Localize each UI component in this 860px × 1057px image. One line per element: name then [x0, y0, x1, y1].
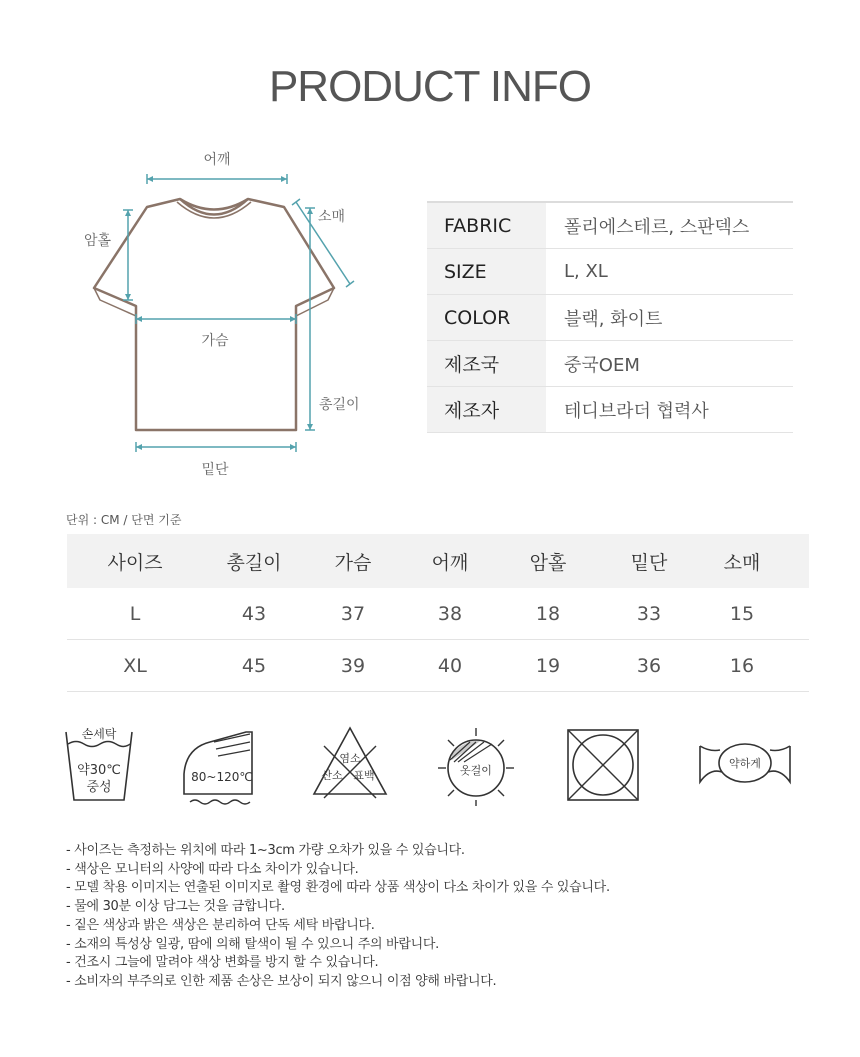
chest-label: 가슴 [201, 333, 229, 349]
gentle-cycle-icon [696, 722, 794, 806]
info-row-origin [427, 341, 793, 387]
row-spacer [783, 588, 809, 640]
sleeve-label: 소매 [318, 209, 346, 225]
info-key: SIZE [427, 249, 546, 295]
total-length-label: 총길이 [319, 397, 360, 413]
header-cell: 암홀 [499, 534, 597, 588]
bleach-chlorine-label: 염소 [339, 752, 361, 765]
info-key: 제조국 [427, 341, 546, 387]
size-cell: 15 [701, 588, 783, 640]
info-value: 테디브라더 협력사 [546, 387, 793, 433]
list-item: - 건조시 그늘에 말려야 색상 변화를 방지 할 수 있습니다. [66, 955, 379, 971]
page-title: PRODUCT INFO [268, 62, 592, 111]
armhole-label: 암홀 [84, 233, 112, 249]
size-cell: 37 [305, 588, 401, 640]
bleach-label: 표백 [353, 769, 375, 782]
size-cell: 36 [597, 640, 701, 692]
bleach-oxygen-label: 산소 [321, 769, 343, 782]
line-dry-icon [436, 722, 516, 806]
header-cell: 어깨 [401, 534, 499, 588]
header-cell: 밑단 [597, 534, 701, 588]
list-item: - 모델 착용 이미지는 연출된 이미지로 촬영 환경에 따라 상품 색상이 다소 차이가 있을 수 있습니다. [66, 880, 610, 896]
hand-wash-temp-label: 약30℃ [77, 763, 121, 778]
size-cell: 39 [305, 640, 401, 692]
size-table [67, 534, 809, 692]
info-row-fabric [427, 202, 793, 249]
hand-wash-neutral-label: 중성 [86, 780, 112, 795]
size-cell: 16 [701, 640, 783, 692]
info-row-manufacturer [427, 387, 793, 433]
hand-wash-top-label: 손세탁 [81, 727, 117, 741]
info-row-color [427, 295, 793, 341]
hand-wash-icon [62, 722, 136, 806]
iron-temp-label: 80~120℃ [191, 770, 253, 784]
size-cell: XL [67, 640, 203, 692]
size-cell: 33 [597, 588, 701, 640]
size-cell: 43 [203, 588, 305, 640]
header-cell: 소매 [701, 534, 783, 588]
size-table-header [67, 534, 809, 588]
list-item: - 소재의 특성상 일광, 땀에 의해 탈색이 될 수 있으니 주의 바랍니다. [66, 936, 439, 952]
info-key: FABRIC [427, 202, 546, 249]
size-cell: 19 [499, 640, 597, 692]
list-item: - 색상은 모니터의 사양에 따라 다소 차이가 있습니다. [66, 861, 359, 877]
list-item: - 사이즈는 측정하는 위치에 따라 1~3cm 가량 오차가 있을 수 있습니다. [66, 843, 465, 858]
no-dry-clean-icon [564, 722, 644, 806]
unit-note: 단위 : CM / 단면 기준 [66, 513, 182, 527]
gentle-label: 약하게 [729, 757, 761, 770]
bleach-icon [310, 722, 390, 806]
product-info-table [427, 201, 793, 433]
table-row [67, 640, 809, 692]
info-value: L, XL [546, 249, 793, 295]
list-item: - 짙은 색상과 밝은 색상은 분리하여 단독 세탁 바랍니다. [66, 917, 375, 933]
header-cell: 사이즈 [67, 534, 203, 588]
size-cell: 45 [203, 640, 305, 692]
header-spacer [783, 534, 809, 588]
info-row-size [427, 249, 793, 295]
size-cell: L [67, 588, 203, 640]
info-value: 블랙, 화이트 [546, 295, 793, 341]
info-value: 중국OEM [546, 341, 793, 387]
table-row [67, 588, 809, 640]
size-cell: 38 [401, 588, 499, 640]
info-key: 제조자 [427, 387, 546, 433]
tshirt-outline-icon [94, 199, 334, 430]
list-item: - 물에 30분 이상 담그는 것을 금합니다. [66, 899, 285, 915]
header-cell: 총길이 [203, 534, 305, 588]
iron-icon [180, 722, 262, 806]
tshirt-measurement-diagram [60, 140, 400, 490]
care-notes-list [66, 842, 610, 992]
row-spacer [783, 640, 809, 692]
size-cell: 40 [401, 640, 499, 692]
size-cell: 18 [499, 588, 597, 640]
info-value: 폴리에스테르, 스판덱스 [546, 202, 793, 249]
dry-label: 옷걸이 [460, 764, 492, 777]
header-cell: 가슴 [305, 534, 401, 588]
info-key: COLOR [427, 295, 546, 341]
hem-label: 밑단 [201, 462, 229, 478]
shoulder-label: 어깨 [203, 152, 231, 168]
list-item: - 소비자의 부주의로 인한 제품 손상은 보상이 되지 않으니 이점 양해 바랍니다. [66, 973, 497, 989]
